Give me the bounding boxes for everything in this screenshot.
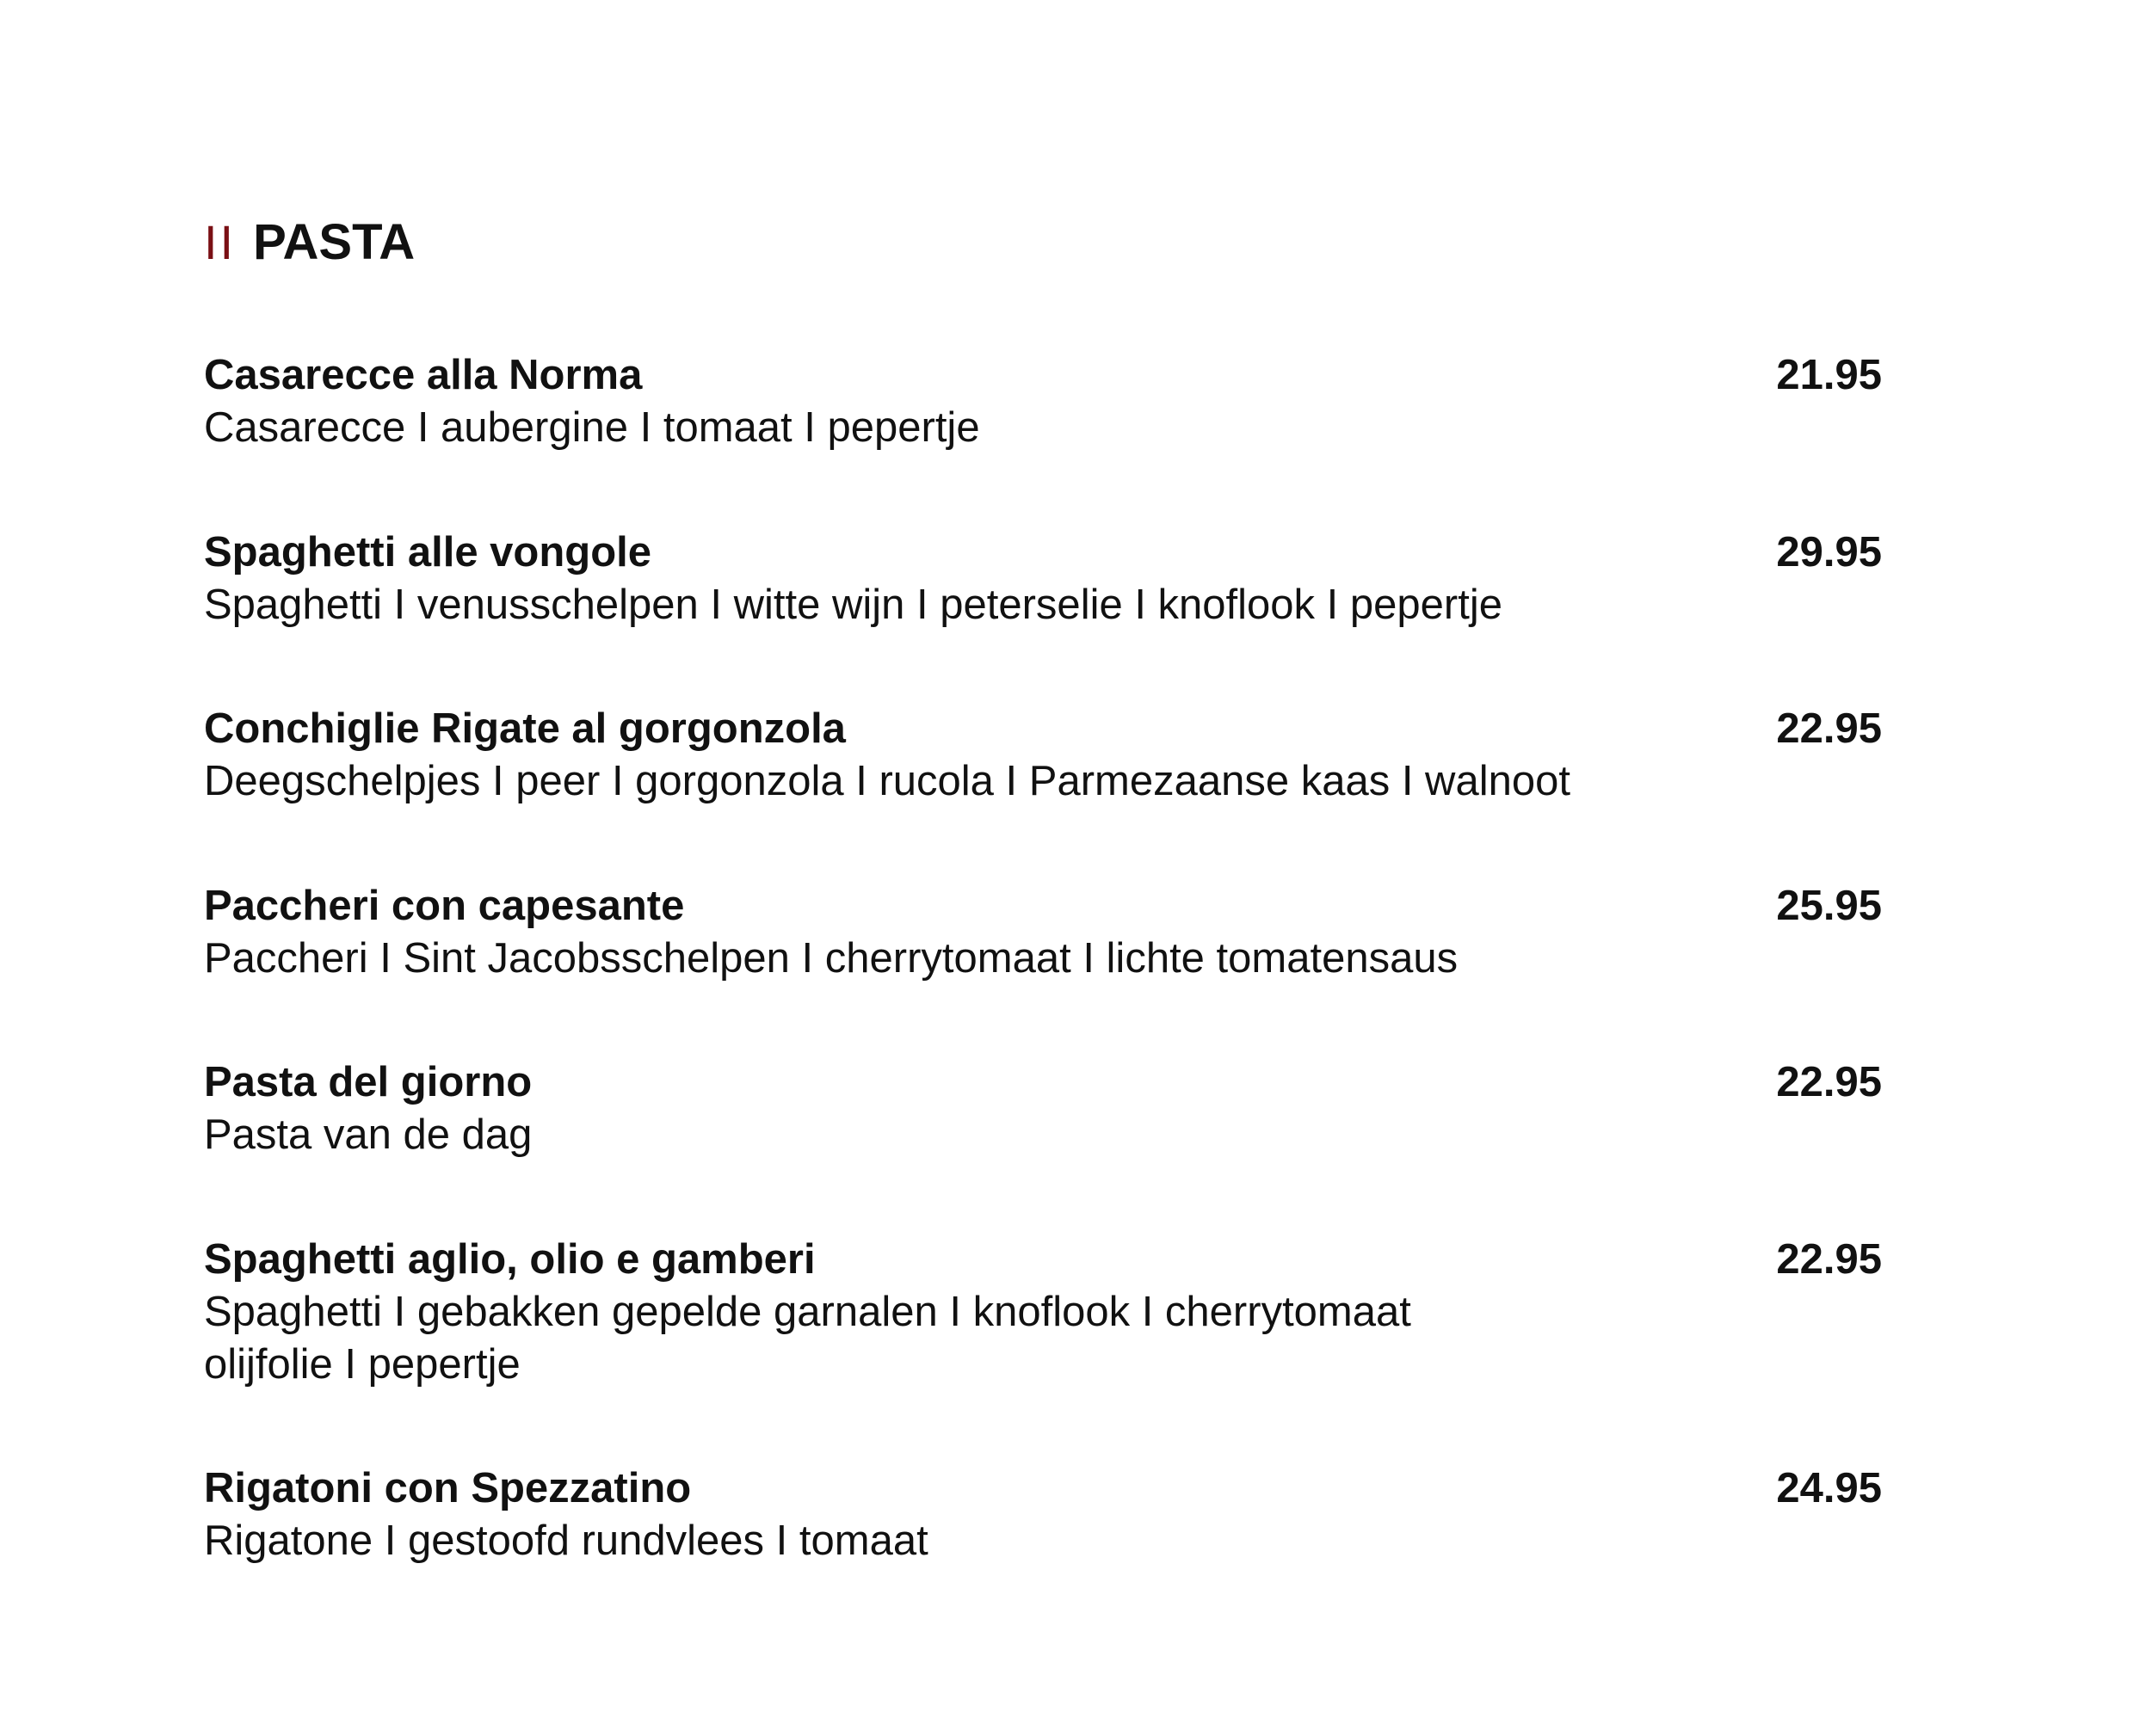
menu-item: [204, 348, 1882, 454]
dish-name: Paccheri con capesante: [204, 883, 685, 929]
dish-price: 22.95: [1776, 705, 1882, 752]
dish-description: Spaghetti I venusschelpen I witte wijn I peterselie I knoflook I pepertje: [204, 582, 1502, 628]
dish-name: Spaghetti alle vongole: [204, 529, 652, 576]
dish-description: Pasta van de dag: [204, 1111, 533, 1158]
dish-description: Paccheri I Sint Jacobsschelpen I cherrytomaat I lichte tomatensaus: [204, 935, 1459, 982]
dish-price: 24.95: [1776, 1465, 1882, 1511]
dish-price: 21.95: [1776, 352, 1882, 398]
dish-name: Pasta del giorno: [204, 1059, 533, 1105]
dish-description: Casarecce I aubergine I tomaat I pepertje: [204, 404, 980, 451]
dish-description: Spaghetti I gebakken gepelde garnalen I knoflook I cherrytomaat olijfolie I pepertje: [204, 1289, 1411, 1388]
menu-item: [204, 526, 1882, 631]
dish-description: Deegschelpjes I peer I gorgonzola I rucola I Parmezaanse kaas I walnoot: [204, 758, 1570, 804]
menu-item: [204, 702, 1882, 808]
dish-name: Rigatoni con Spezzatino: [204, 1465, 692, 1511]
dish-price: 25.95: [1776, 883, 1882, 929]
section-title: PASTA: [253, 214, 416, 270]
dish-description: Rigatone I gestoofd rundvlees I tomaat: [204, 1517, 928, 1564]
section-marker: II: [204, 215, 237, 269]
menu-item: [204, 879, 1882, 985]
dish-name: Casarecce alla Norma: [204, 352, 643, 398]
dish-price: 29.95: [1776, 529, 1882, 576]
menu-item: [204, 1233, 1882, 1391]
dish-price: 22.95: [1776, 1059, 1882, 1105]
section-header: [204, 213, 415, 271]
menu-item: [204, 1056, 1882, 1161]
dish-name: Conchiglie Rigate al gorgonzola: [204, 705, 846, 752]
dish-price: 22.95: [1776, 1236, 1882, 1283]
dish-name: Spaghetti aglio, olio e gamberi: [204, 1236, 816, 1283]
menu-item: [204, 1462, 1882, 1567]
